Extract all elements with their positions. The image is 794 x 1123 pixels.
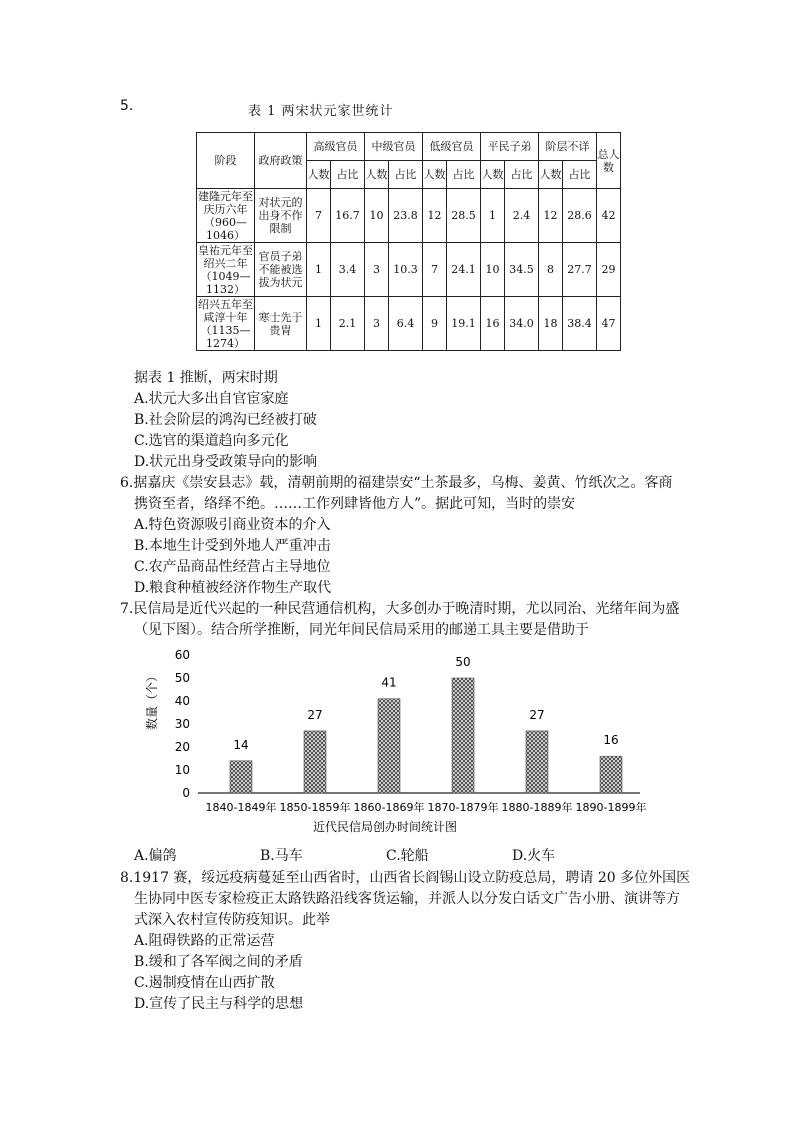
- cell-value: 7: [423, 243, 447, 297]
- question-7-option-d[interactable]: D.火车: [512, 848, 556, 864]
- question-7-stem-line1: 7.民信局是近代兴起的一种民营通信机构，大多创办于晚清时期，尤以同治、光绪年间为盛: [120, 601, 680, 617]
- question-6-option-b[interactable]: B.本地生计受到外地人严重冲击: [134, 538, 331, 554]
- cell-value: 18: [539, 297, 563, 351]
- cell-value: 38.4: [563, 297, 597, 351]
- y-tick-label: 0: [182, 786, 190, 800]
- cell-value: 34.5: [505, 243, 539, 297]
- question-6-option-c[interactable]: C.农产品商品性经营占主导地位: [134, 559, 331, 575]
- cell-value: 16: [481, 297, 505, 351]
- bar: [230, 761, 252, 793]
- x-tick-label: 1840-1849年: [205, 801, 277, 814]
- bar-chart: [140, 645, 660, 840]
- question-6-option-d[interactable]: D.粮食种植被经济作物生产取代: [134, 580, 332, 596]
- bar-value-label: 27: [307, 707, 323, 722]
- header-group-commoner: 平民子弟: [481, 133, 539, 161]
- question-8-option-a[interactable]: A.阻碍铁路的正常运营: [134, 933, 275, 949]
- subheader-count: 人数: [539, 161, 563, 189]
- header-policy: 政府政策: [255, 133, 307, 189]
- cell-value: 16.7: [331, 189, 365, 243]
- question-8-stem-line2: 生协同中医专家检疫正太路铁路沿线客货运输，并派人以分发白话文广告小册、演讲等方: [134, 891, 680, 907]
- subheader-count: 人数: [423, 161, 447, 189]
- cell-value: 9: [423, 297, 447, 351]
- status-table-wrapper: [196, 132, 621, 351]
- bar: [452, 678, 474, 793]
- cell-value: 12: [423, 189, 447, 243]
- bar-value-label: 14: [233, 737, 249, 752]
- cell-value: 34.0: [505, 297, 539, 351]
- y-tick-label: 20: [174, 740, 190, 754]
- header-group-low: 低级官员: [423, 133, 481, 161]
- subheader-ratio: 占比: [505, 161, 539, 189]
- cell-value: 10: [365, 189, 389, 243]
- table-row: [197, 189, 621, 243]
- y-tick-label: 30: [174, 717, 190, 731]
- bar-data-labels: [233, 655, 618, 752]
- cell-value: 8: [539, 243, 563, 297]
- cell-value: 7: [307, 189, 331, 243]
- header-group-mid: 中级官员: [365, 133, 423, 161]
- y-tick-label: 40: [174, 694, 190, 708]
- bar: [304, 731, 326, 793]
- bar-value-label: 41: [381, 675, 397, 690]
- x-tick-label: 1860-1869年: [353, 801, 425, 814]
- cell-policy: 对状元的出身不作限制: [255, 189, 307, 243]
- x-tick-label: 1890-1899年: [575, 801, 647, 814]
- x-tick-label: 1880-1889年: [501, 801, 573, 814]
- question-6-stem-line2: 携资至者，络绎不绝。……工作列肆皆他方人”。据此可知，当时的崇安: [134, 496, 576, 512]
- cell-value: 6.4: [389, 297, 423, 351]
- table-title: 表 1 两宋状元家世统计: [248, 104, 394, 119]
- bar: [378, 699, 400, 793]
- cell-value: 2.1: [331, 297, 365, 351]
- question-7-option-a[interactable]: A.偏鸽: [134, 848, 177, 864]
- header-group-high: 高级官员: [307, 133, 365, 161]
- bar: [526, 731, 548, 793]
- header-group-unknown: 阶层不详: [539, 133, 597, 161]
- header-stage: 阶段: [197, 133, 255, 189]
- y-tick-label: 50: [174, 671, 190, 685]
- y-tick-label: 10: [174, 763, 190, 777]
- table-row: [197, 243, 621, 297]
- cell-policy: 官员子弟不能被选拔为状元: [255, 243, 307, 297]
- cell-value: 1: [307, 243, 331, 297]
- question-5-option-c[interactable]: C.选官的渠道趋向多元化: [134, 433, 289, 449]
- table-row: [197, 297, 621, 351]
- subheader-ratio: 占比: [563, 161, 597, 189]
- question-5-number: 5.: [120, 98, 134, 114]
- y-axis-label: 数量（个）: [145, 669, 159, 731]
- cell-value: 3: [365, 297, 389, 351]
- cell-value: 3: [365, 243, 389, 297]
- question-6-option-a[interactable]: A.特色资源吸引商业资本的介入: [134, 517, 331, 533]
- cell-stage: 皇祐元年至绍兴二年（1049—1132）: [198, 243, 253, 296]
- question-8-stem-line1: 8.1917 赛，绥远疫病蔓延至山西省时，山西省长阎锡山设立防疫总局，聘请 20 多位外国医: [120, 870, 691, 886]
- cell-value: 2.4: [505, 189, 539, 243]
- question-8-option-b[interactable]: B.缓和了各军阀之间的矛盾: [134, 954, 303, 970]
- cell-value: 27.7: [563, 243, 597, 297]
- cell-value: 28.6: [563, 189, 597, 243]
- cell-total: 29: [597, 243, 621, 297]
- cell-policy: 寒士先于贵胄: [255, 297, 307, 351]
- cell-value: 10: [481, 243, 505, 297]
- cell-value: 23.8: [389, 189, 423, 243]
- cell-value: 12: [539, 189, 563, 243]
- x-axis-tick-labels: [206, 800, 647, 814]
- cell-total: 47: [597, 297, 621, 351]
- subheader-count: 人数: [307, 161, 331, 189]
- subheader-ratio: 占比: [447, 161, 481, 189]
- cell-stage: 绍兴五年至咸淳十年（1135—1274）: [198, 297, 253, 350]
- subheader-ratio: 占比: [331, 161, 365, 189]
- question-5-stem: 据表 1 推断，两宋时期: [134, 370, 278, 386]
- subheader-count: 人数: [365, 161, 389, 189]
- bar-value-label: 27: [529, 707, 545, 722]
- cell-stage: 建隆元年至庆历六年（960—1046）: [198, 189, 253, 242]
- status-table: [196, 132, 621, 351]
- cell-total: 42: [597, 189, 621, 243]
- cell-value: 1: [307, 297, 331, 351]
- question-7-option-c[interactable]: C.轮船: [386, 848, 429, 864]
- x-tick-label: 1870-1879年: [427, 801, 499, 814]
- cell-value: 10.3: [389, 243, 423, 297]
- header-total: 总人数: [597, 133, 621, 189]
- bar: [600, 756, 622, 793]
- question-8-stem-line3: 式深入农村宣传防疫知识。此举: [134, 912, 330, 928]
- bar-value-label: 50: [455, 655, 471, 669]
- cell-value: 3.4: [331, 243, 365, 297]
- question-7-option-b[interactable]: B.马车: [260, 848, 303, 864]
- bars: [230, 675, 622, 793]
- subheader-count: 人数: [481, 161, 505, 189]
- cell-value: 28.5: [447, 189, 481, 243]
- question-7-stem-line2: （见下图）。结合所学推断，同光年间民信局采用的邮递工具主要是借助于: [134, 622, 589, 638]
- subheader-ratio: 占比: [389, 161, 423, 189]
- y-axis-ticks: [175, 648, 190, 800]
- y-tick-label: 60: [174, 648, 190, 662]
- question-6-stem-line1: 6.据嘉庆《崇安县志》载，清朝前期的福建崇安“土茶最多，乌梅、姜黄、竹纸次之。客商: [120, 475, 673, 491]
- x-tick-label: 1850-1859年: [279, 801, 351, 814]
- cell-value: 1: [481, 189, 505, 243]
- y-axis-label-group: [144, 670, 159, 730]
- bar-value-label: 16: [603, 733, 619, 748]
- cell-value: 24.1: [447, 243, 481, 297]
- chart-title: 近代民信局创办时间统计图: [312, 820, 458, 834]
- question-5-option-a[interactable]: A.状元大多出自官宦家庭: [134, 391, 289, 407]
- cell-value: 19.1: [447, 297, 481, 351]
- question-8-option-d[interactable]: D.宣传了民主与科学的思想: [134, 996, 304, 1012]
- question-8-option-c[interactable]: C.遏制疫情在山西扩散: [134, 975, 275, 991]
- question-5-option-d[interactable]: D.状元出身受政策导向的影响: [134, 454, 318, 470]
- question-5-option-b[interactable]: B.社会阶层的鸿沟已经被打破: [134, 412, 317, 428]
